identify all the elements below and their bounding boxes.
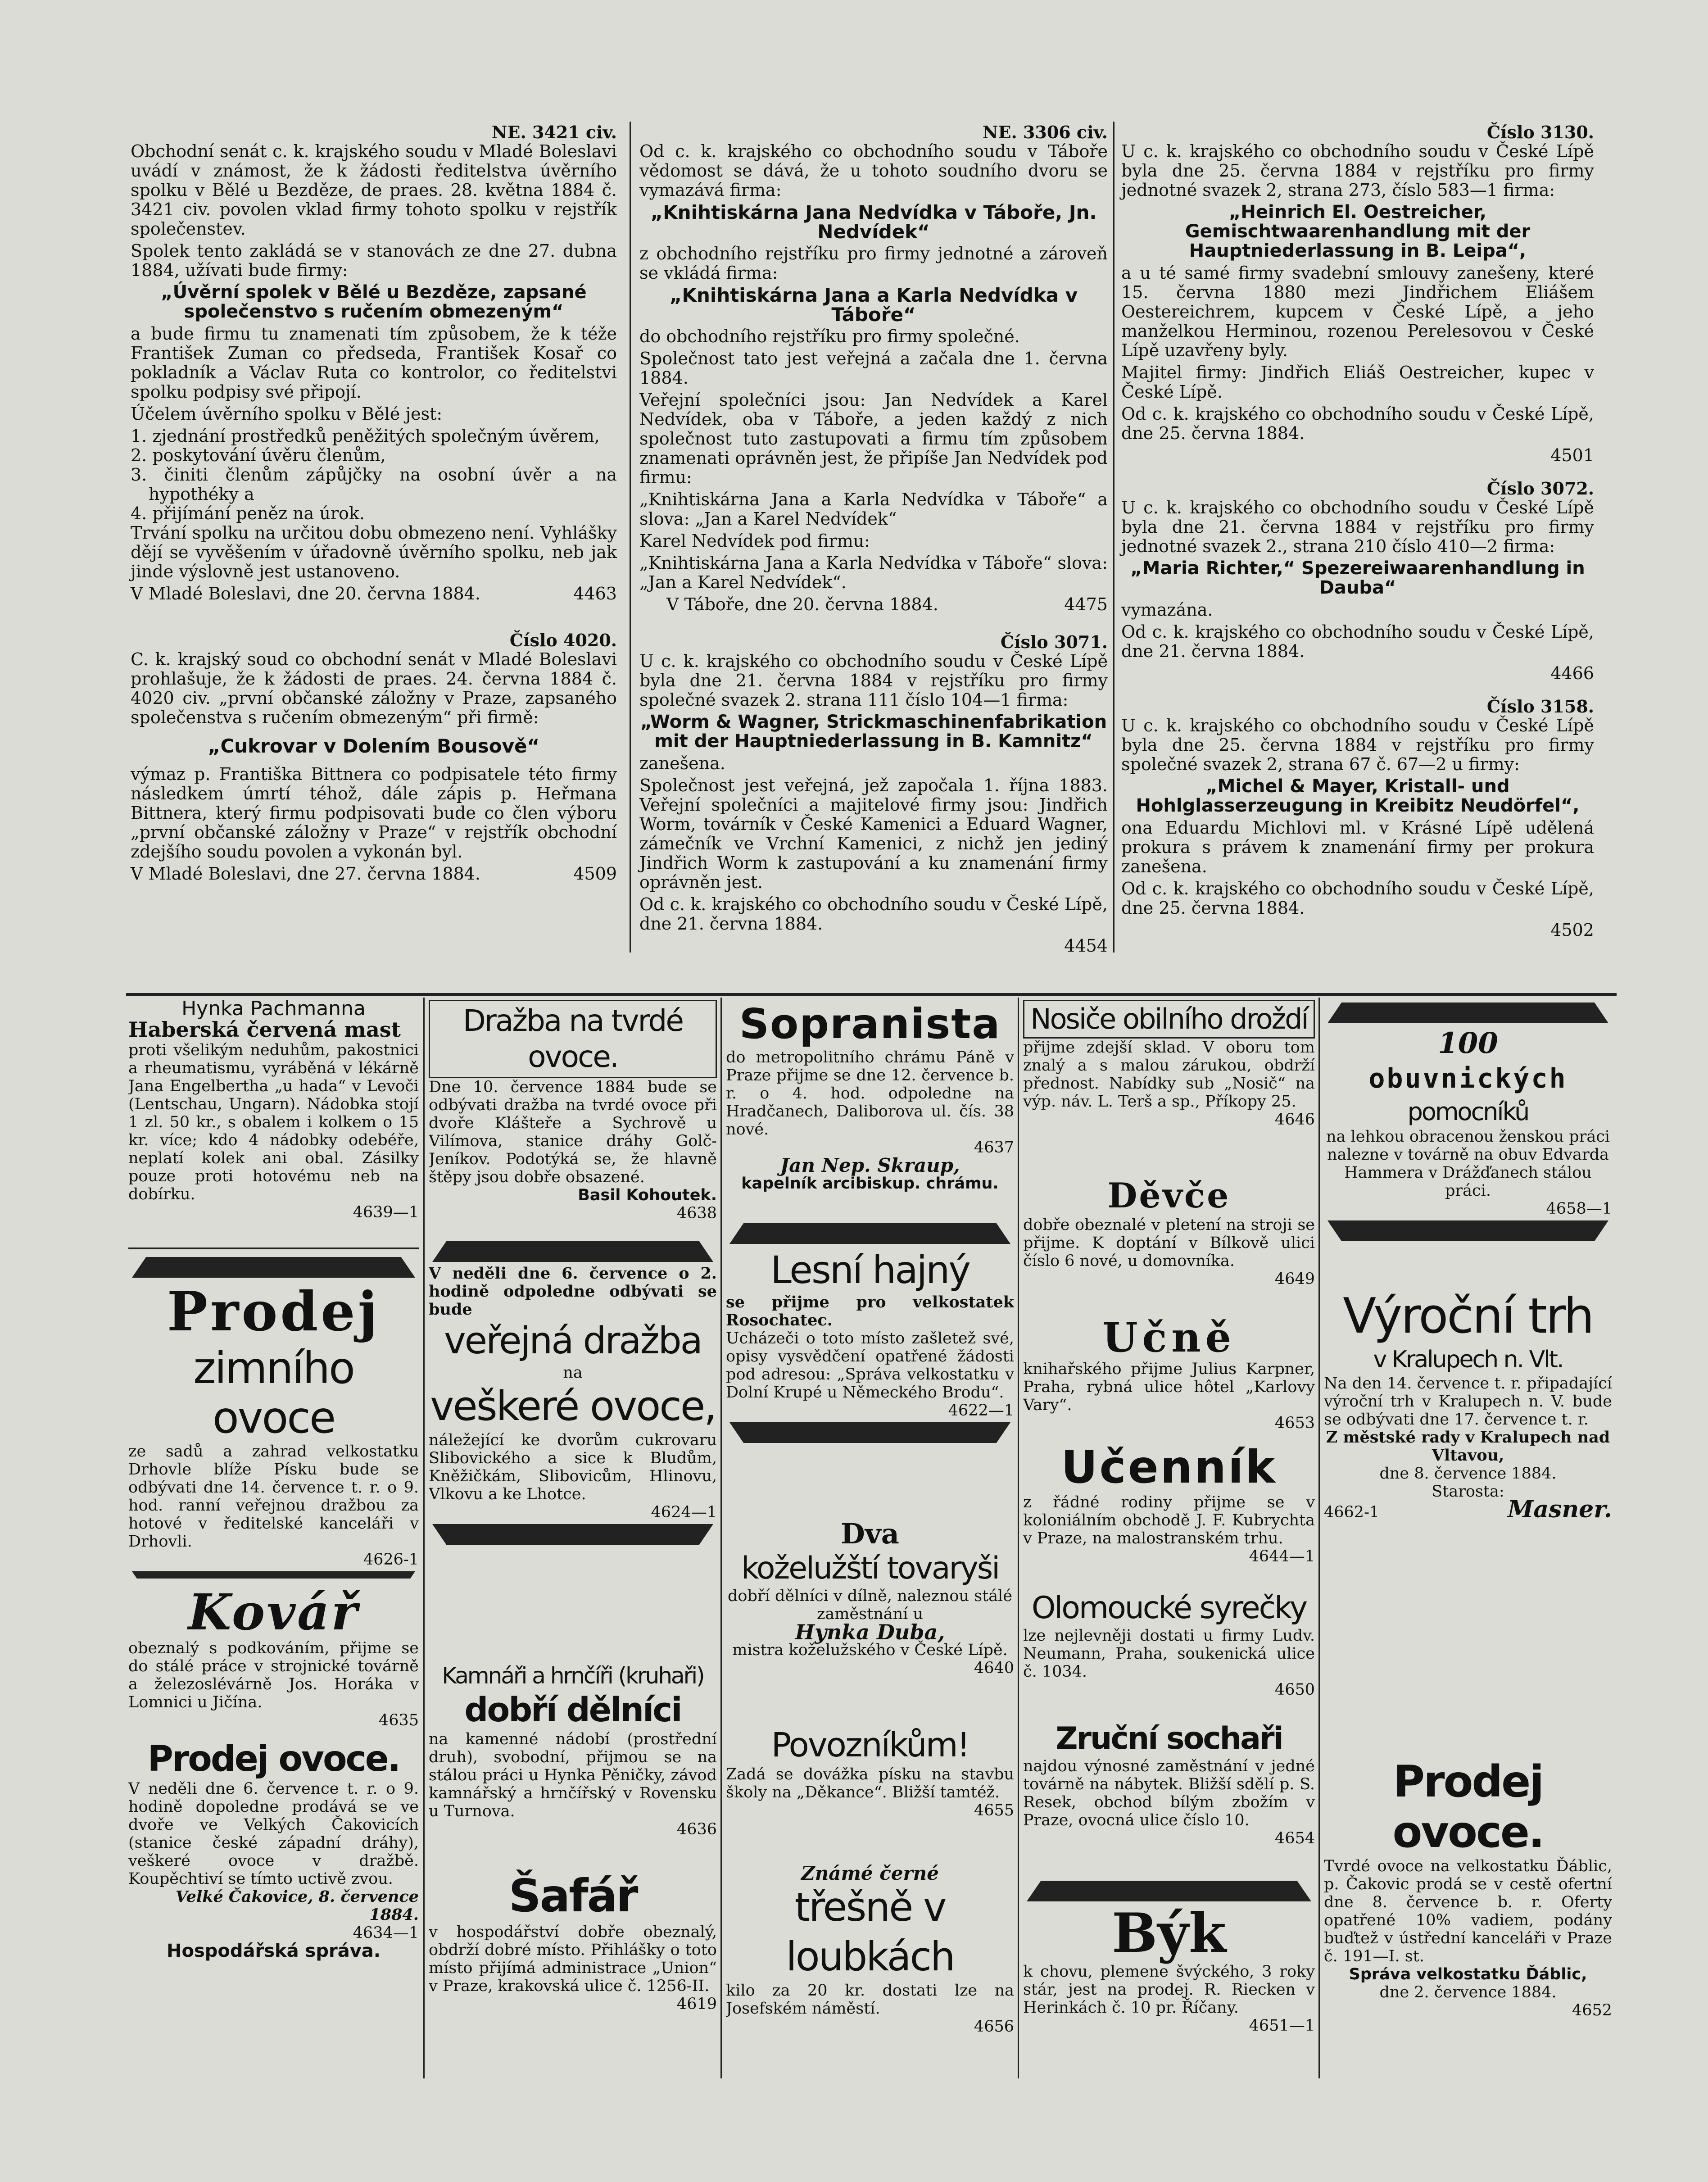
notice-text: Od c. k. krajského co obchodního soudu v Táboře vědomost se dává, že u tohoto soudního dvoru se vymazává firma: — [639, 141, 1108, 200]
ad-headline: Prodej — [167, 1280, 381, 1343]
ad-text: Na den 14. července t. r. připadající výroční trh v Kralupech n. V. bude se odbývati dne 17. července t. r. — [1324, 1375, 1612, 1429]
ad-text: obeznalý s podkováním, přijme se do stálé práce v strojnické továrně a železoslévárně Jos. Horáka v Lomnici u Jičína. — [128, 1639, 419, 1711]
ad-headline: Kovář — [188, 1585, 359, 1641]
ad-sochari — [1023, 1720, 1315, 1874]
ad-divider — [128, 1248, 419, 1249]
notice-text: ona Eduardu Michlovi ml. v Krásné Lípě udělená prokura s právem k znamenání firmy per prokura zanešena. — [1121, 818, 1594, 876]
ad-text: dobře obeznalé v pletení na stroji se přijme. K doptání v Bílkově ulici číslo 6 nové, u domovníka. — [1023, 1216, 1315, 1270]
notice-text: C. k. krajský soud co obchodní senát v Mladé Boleslavi prohlašuje, že k žádosti de praes. 24. června 1884 č. 4020 civ. „první občanské záložny v Praze, zapsaného společenstva s ručením obmezeným“ při firmě: — [131, 649, 617, 727]
ad-text: se přijme pro velkostatek Rosochatec. — [726, 1293, 1014, 1329]
ad-text: na kamenné nádobí (prostřední druh), svobodní, přijmou se na stálou práci u Hynka Pěničky, závod kamnářský a hrnčířský v Rovensku u Turnova. — [429, 1730, 717, 1820]
ad-text: najdou výnosné zaměstnání v jedné továrně na nábytek. Bližší sdělí p. S. Resek, obchod bílým zbožím v Praze, ovocná ulice číslo 10. — [1023, 1757, 1315, 1829]
ad-sign: Hospodářská správa. — [167, 1941, 381, 1961]
notice-text: Od c. k. krajského co obchodního soudu v České Lípě, dne 21. června 1884. — [639, 894, 1108, 934]
ad-headline: veřejná dražba — [444, 1320, 702, 1362]
firm-name: „Worm & Wagner, Strickmaschinenfabrikation mit der Hauptniederlassung in B. Kamnitz“ — [640, 712, 1107, 752]
ad-devce — [1023, 1175, 1315, 1311]
ad-ref: 4622—1 — [948, 1402, 1014, 1420]
ad-headline: Olomoucké syrečky — [1031, 1590, 1307, 1626]
notices-column-2 — [639, 122, 1108, 969]
ad-text: knihařského přijme Julius Karpner, Praha, rybná ulice hôtel „Karlovy Vary“. — [1023, 1360, 1315, 1414]
ad-headline: koželužští tovaryši — [741, 1551, 999, 1586]
ad-nosice-drozdi — [1023, 1000, 1315, 1171]
notice-text: Od c. k. krajského co obchodního soudu v České Lípě, dne 21. června 1884. — [1121, 622, 1594, 661]
ad-ref: 4652 — [1572, 2001, 1612, 2019]
ad-headline-box — [429, 1000, 717, 1078]
ad-ucennik — [1023, 1441, 1315, 1585]
ad-text: mistra koželužského v České Lípě. — [732, 1641, 1008, 1659]
notice-sign: V Táboře, dne 20. června 1884. — [666, 594, 938, 614]
ad-headline: Učenník — [1061, 1441, 1277, 1493]
firm-name: „Cukrovar v Dolením Bousově“ — [208, 735, 540, 757]
notice-3072 — [1121, 479, 1594, 683]
firm-name: „Knihtiskárna Jana a Karla Nedvídka v Táboře“ — [669, 284, 1078, 326]
firm-name: „Michel & Mayer, Kristall- und Hohlglasserzeugung in Kreibitz Neudörfel“, — [1136, 776, 1580, 816]
ad-ref: 4636 — [676, 1820, 717, 1838]
ad-ref: 4626-1 — [363, 1551, 419, 1569]
notices-column-1 — [131, 122, 617, 897]
ad-headline: Haberská červená mast — [128, 1017, 401, 1042]
notice-text: Společnost tato jest veřejná a začala dne 1. června 1884. — [639, 349, 1108, 388]
ad-sign: Správa velkostatku Ďáblic, — [1349, 1965, 1587, 1983]
notice-text: Spolek tento zakládá se v stanovách ze dne 27. dubna 1884, užívati bude firmy: — [131, 241, 617, 280]
ad-headline: Dražba na tvrdé ovoce. — [462, 1003, 683, 1074]
ad-prodej-ovoce-dablice — [1324, 1756, 1612, 2081]
ad-text: dobří dělníci v dílně, naleznou stálé zaměstnání u — [728, 1587, 1012, 1623]
notice-text: U c. k. krajského co obchodního soudu v České Lípě byla dne 25. června 1884 v rejstříku pro firmy jednotné svazek 2, strana 273, číslo 583—1 firma: — [1121, 141, 1594, 200]
ad-headline: Prodej ovoce. — [147, 1739, 400, 1779]
ad-ucne — [1023, 1315, 1315, 1437]
ad-headline: na — [563, 1364, 583, 1382]
ad-column-rule — [1318, 998, 1320, 2078]
ad-text: přijme zdejší sklad. V oboru tom znalý a s malou zárukou, obdrží přednost. Nabídky sub „Nosič“ na výp. náv. L. Terš a sp., Příkopy 25. — [1023, 1039, 1315, 1111]
ad-ref: 4658—1 — [1546, 1200, 1612, 1218]
ornament-bar — [432, 1241, 713, 1262]
ad-column-rule — [1018, 998, 1019, 2078]
list-item: 3. činiti členům zápůjčky na osobní úvěr a na hypothéky a — [131, 465, 617, 504]
ad-text: do metropolitního chrámu Páně v Praze přijme se dne 12. července b. r. o 4. hod. odpoledne na Hradčanech, Daliborova ul. čís. 38 nové. — [726, 1048, 1014, 1139]
ad-headline: Nosiče obilního droždí — [1030, 1003, 1308, 1035]
ad-ref: 4655 — [974, 1801, 1014, 1819]
ad-text: kilo za 20 kr. dostati lze na Josefském náměstí. — [726, 1982, 1014, 2018]
ad-column-rule — [423, 998, 425, 2078]
ad-ref: 4654 — [1274, 1829, 1315, 1847]
ad-headline: Učně — [1102, 1315, 1236, 1361]
ad-headline: pomocníků — [1407, 1098, 1529, 1126]
ad-ref: 4635 — [378, 1711, 419, 1729]
notice-text: Veřejní společníci jsou: Jan Nedvídek a Karel Nedvídek, oba v Táboře, a jeden každý z nich společnost tuto zastupovati a firmu tím způsobem znamenati oprávněn jest, že připíše Jan Nedvídek pod firmu: — [639, 390, 1108, 487]
ad-obuvnicki-pomocnici — [1324, 1000, 1612, 1279]
ad-ref: 4619 — [676, 1995, 717, 2013]
ad-column-rule — [720, 998, 722, 2078]
notice-text: do obchodního rejstříku pro firmy společné. — [639, 327, 1020, 346]
ad-headline: Šafář — [508, 1869, 637, 1922]
ad-headline-box — [1023, 1000, 1315, 1039]
ad-text: na lehkou obracenou ženskou práci nalezne v továrně na obuv Edvarda Hammera v Drážďanech stálou práci. — [1326, 1128, 1610, 1200]
notice-4020 — [131, 631, 617, 884]
ad-kamnari-hrncari — [429, 1662, 717, 1860]
notice-text: a u té samé firmy svadební smlouvy zanešeny, které 15. června 1880 mezi Jindřichem Eliášem Oestereichrem, kupcem v České Lípě, a jeho manželkou Herminou, rozenou Perelesovou v České Lípě uzavřeny byly. — [1121, 263, 1594, 360]
ad-tresne — [726, 1864, 1014, 2081]
notice-number: Číslo 3130. — [1486, 122, 1594, 142]
ornament-bar — [729, 1223, 1010, 1244]
ad-text: náležející ke dvorům cukrovaru Slibovického a sice k Bludům, Kněžičkám, Slibovicům, Hlinovu, Vlkovu a ke Lhotce. — [429, 1431, 717, 1503]
ad-ref: 4644—1 — [1249, 1547, 1315, 1565]
notice-sign: V Mladé Boleslavi, dne 20. června 1884. — [131, 584, 480, 603]
section-divider — [126, 993, 1617, 996]
ad-ref: 4637 — [974, 1139, 1014, 1157]
ad-text: V neděli dne 6. července t. r. o 9. hodině dopoledne prodává se ve dvoře ve Velkých Čakovicích (stanice české západní dráhy), veškeré ovoce v dražbě. Koupěchtiví se tímto uctivě zvou. — [128, 1780, 419, 1888]
ad-ref: 4640 — [974, 1659, 1014, 1677]
ad-ref: 4634—1 — [353, 1924, 419, 1942]
notice-3306 — [639, 122, 1108, 614]
notice-ref: 4454 — [1064, 936, 1108, 956]
notice-number: NE. 3306 civ. — [982, 122, 1108, 142]
ad-byk — [1023, 1878, 1315, 2076]
ad-date: dne 2. července 1884. — [1379, 1983, 1557, 2001]
ad-text: v hospodářství dobře obeznalý, obdrží dobré místo. Přihlášky o toto místo přijímá administrace „Union“ v Praze, krakovská ulice č. 1256-II. — [429, 1923, 717, 1995]
notice-text: U c. k. krajského co obchodního soudu v České Lípě byla dne 21. června 1884 v rejstříku pro firmy společné svazek 2. strana 111 číslo 104—1 firma: — [639, 651, 1108, 710]
ad-ref: 4639—1 — [353, 1203, 419, 1221]
notice-text: Obchodní senát c. k. krajského soudu v Mladé Boleslavi uvádí v známost, že k žádosti ředitelstva úvěrního spolku v Bělé u Bezděze, de praes. 28. května 1884 č. 3421 civ. povolen vklad firmy tohoto spolku v rejstřík společenstev. — [131, 141, 617, 239]
ad-headline: Povozníkům! — [771, 1726, 969, 1765]
ad-safar — [429, 1869, 717, 2076]
ad-text: k chovu, plemene švýckého, 3 roky stár, jest na prodej. R. Riecken v Herinkách č. 10 pr. Říčany. — [1023, 1963, 1315, 2017]
ad-headline: 100 — [1438, 1026, 1498, 1060]
ad-olomoucke-syrecky — [1023, 1590, 1315, 1716]
ornament-bar — [1327, 1003, 1608, 1023]
notice-sign: V Mladé Boleslavi, dne 27. června 1884. — [131, 864, 480, 884]
notices-column-3 — [1121, 122, 1594, 953]
ad-text: ze sadů a zahrad velkostatku Drhovle blíže Písku bude se odbývati dne 14. července t. r. o 9. hod. ranní veřejnou dražbou za hotové v ředitelské kanceláři v Drhovli. — [128, 1443, 419, 1551]
notice-number: Číslo 4020. — [509, 630, 617, 650]
notice-text: Od c. k. krajského co obchodního soudu v České Lípě, dne 25. června 1884. — [1121, 404, 1594, 443]
notice-text: zanešena. — [639, 753, 725, 773]
ad-ref: 4651—1 — [1249, 2017, 1315, 2035]
ad-verejna-drazba — [429, 1238, 717, 1657]
notice-text: vymazána. — [1121, 600, 1213, 620]
notice-text: Karel Nedvídek pod firmu: — [639, 531, 870, 551]
firm-name: „Heinrich El. Oestreicher, Gemischtwaarenhandlung mit der Hauptniederlassung in B. Leipa“, — [1185, 202, 1531, 261]
ad-ref: 4638 — [676, 1204, 717, 1222]
notice-3071 — [639, 632, 1108, 956]
ad-text: proti všelikým neduhům, pakostnici a rheumatismu, vyráběná v lékárně Jana Engelbertha „u hada“ v Levoči (Lentschau, Ungarn). Nádobka stojí 1 zl. 50 kr., s obalem i kolkem o 15 kr. více; kdo 4 nádobky odebéře, neplatí kolek ani obal. Zásilky pouze proti hotovému neb na dobírku. — [128, 1041, 419, 1203]
ad-headline: Býk — [1111, 1901, 1227, 1965]
ad-sopranista — [726, 1000, 1014, 1216]
ad-sign: Velké Čakovice, 8. července 1884. — [175, 1887, 419, 1924]
ad-headline: Výroční trh — [1343, 1288, 1593, 1344]
ad-headline: Lesní hajný — [770, 1248, 970, 1292]
notice-text: Od c. k. krajského co obchodního soudu v České Lípě, dne 25. června 1884. — [1121, 879, 1594, 918]
ad-vyrocni-trh — [1324, 1288, 1612, 1644]
ad-headline: Kamnáři a hrnčíři (kruhaři) — [442, 1663, 704, 1689]
ad-headline: dobří dělníci — [464, 1691, 681, 1729]
ornament-bar — [132, 1571, 415, 1579]
notice-text: U c. k. krajského co obchodního soudu v České Lípě byla dne 21. června 1884 v rejstříku pro firmy jednotné svazek 2., strana 210 číslo 410—2 firma: — [1121, 498, 1594, 556]
ad-kovar — [128, 1585, 419, 1729]
ornament-bar — [1327, 1220, 1608, 1241]
ad-headline: veškeré ovoce, — [430, 1383, 716, 1430]
notice-text: z obchodního rejstříku pro firmy jednotné a zároveň se vkládá firma: — [639, 244, 1108, 283]
ad-headline: Zruční sochaři — [1056, 1721, 1282, 1756]
ad-headline: Hynka Pachmanna — [181, 1000, 366, 1020]
ornament-bar — [729, 1422, 1010, 1443]
ad-headline: Známé černé — [801, 1864, 939, 1884]
ad-headline: třešně v loubkách — [786, 1884, 954, 1980]
notice-text: Majitel firmy: Jindřich Eliáš Oestreicher, kupec v České Lípě. — [1121, 363, 1594, 402]
ad-ref: 4649 — [1274, 1270, 1315, 1288]
ad-sign: Jan Nep. Skraup, — [780, 1154, 960, 1176]
ad-text: Tvrdé ovoce na velkostatku Ďáblic, p. Čakovic prodá se v cestě ofertní dne 8. července b. r. Oferty opatřené 10% vadiem, podány buďtež v ústřední kanceláři v Praze č. 191—I. st. — [1324, 1857, 1612, 1965]
notice-ref: 4502 — [1550, 920, 1594, 940]
notice-3158 — [1121, 697, 1594, 940]
ad-ref: 4650 — [1274, 1681, 1315, 1699]
notice-text: a bude firmu tu znamenati tím způsobem, že k téže František Zuman co předseda, František Kosař co pokladník a Václav Ruta co kontrolor, co ředitelstvi spolku podpisy své připojí. — [131, 324, 617, 402]
ad-headline: Děvče — [1107, 1175, 1231, 1216]
list-item: 1. zjednání prostředků peněžitých společným úvěrem, — [131, 426, 600, 446]
ad-text: z řádné rodiny přijme se v koloniálním obchodě J. F. Kubrychta v Praze, na malostranském trhu. — [1023, 1493, 1315, 1547]
firm-name: „Úvěrní spolek v Bělé u Bezděze, zapsané společenstvo s ručením obmezeným“ — [161, 282, 587, 322]
ad-ref: 4656 — [974, 2018, 1014, 2036]
ad-headline: Prodej ovoce. — [1392, 1756, 1544, 1857]
notice-ref: 4463 — [573, 584, 617, 603]
notice-text: Účelem úvěrního spolku v Bělé jest: — [131, 404, 443, 424]
column-rule — [1113, 122, 1115, 953]
ad-povoznikum — [726, 1725, 1014, 1860]
ad-sign: Masner. — [1507, 1496, 1612, 1523]
notice-ref: 4509 — [573, 864, 617, 884]
ornament-bar — [432, 1524, 713, 1545]
list-item: 4. přijímání peněz na úrok. — [131, 504, 365, 523]
ad-headline: v Kralupech n. Vlt. — [1373, 1346, 1563, 1373]
firm-name: „Maria Richter,“ Spezereiwaarenhandlung in Dauba“ — [1130, 558, 1585, 598]
ad-kozeluzsti-tovarysi — [726, 1518, 1014, 1716]
notice-text: Společnost jest veřejná, jež započala 1. října 1883. Veřejní společníci a majitelové firmy jsou: Jindřich Worm, továrník v České Kamenici a Eduard Wagner, zámečník ve Vrchní Kamenici, z nichž jen jediný Jindřich Worm k zastupování a ku znamenání firmy oprávněn jest. — [639, 776, 1108, 892]
notice-text: Trvání spolku na určitou dobu obmezeno není. Vyhlášky dějí se vyvěšením v úřadovně úvěrního spolku, neb jak jinde výslovně jest ustanoveno. — [131, 523, 617, 581]
list-item: 2. poskytování úvěru členům, — [131, 445, 386, 465]
ad-text: Ucházeči o toto místo zašletež své, opisy vysvědčení opatřené žádosti pod adresou: „Správa velkostatku v Dolní Krupé u Německého Brodu“. — [726, 1329, 1014, 1402]
notice-number: NE. 3421 civ. — [491, 122, 617, 142]
ad-headline: V neděli dne 6. července o 2. hodině odpoledne odbývati se bude — [429, 1264, 717, 1319]
ad-text: Z městské rady v Kralupech nad Vltavou, — [1326, 1428, 1610, 1465]
ad-headline: obuvnických — [1368, 1063, 1568, 1094]
ad-ref: 4624—1 — [651, 1503, 717, 1521]
column-rule — [630, 122, 631, 953]
ad-ref: 4662-1 — [1324, 1503, 1380, 1521]
ad-prodej-zimniho-ovoce — [128, 1254, 419, 1579]
ad-role: Starosta: — [1432, 1483, 1504, 1501]
ad-drazba-tvrde-ovoce — [429, 1000, 717, 1234]
notice-number: Číslo 3072. — [1486, 478, 1594, 499]
ad-date: dne 8. července 1884. — [1379, 1465, 1557, 1483]
ad-headline: Sopranista — [739, 1000, 1001, 1048]
notice-text: U c. k. krajského co obchodního soudu v České Lípě byla dne 25. června 1884 v rejstříku pro firmy společné svazek 2, strana 67 č. 67—2 u firmy: — [1121, 716, 1594, 774]
ornament-bar — [1027, 1881, 1311, 1901]
notice-text: „Knihtiskárna Jana a Karla Nedvídka v Táboře“ slova: „Jan a Karel Nedvídek“. — [639, 553, 1108, 592]
firm-name: „Knihtiskárna Jana Nedvídka v Táboře, Jn. Nedvídek“ — [650, 201, 1097, 243]
ad-headline: zimního ovoce — [193, 1343, 354, 1443]
ad-ref: 4646 — [1274, 1111, 1315, 1129]
ad-headline: Dva — [841, 1518, 899, 1550]
notice-number: Číslo 3071. — [1000, 632, 1108, 652]
ad-text: lze nejlevněji dostati u firmy Ludv. Neumann, Praha, soukenická ulice č. 1034. — [1023, 1627, 1315, 1681]
notice-text: výmaz p. Františka Bittnera co podpisatele této firmy následkem úmrtí téhož, dále zápis p. Heřmana Bittnera, který firmu podpisovati bude co člen výboru „první občanské záložny v Praze“ v rejstřík obchodní zdejšího soudu povolen a vykonán byl. — [131, 764, 617, 862]
notice-3130 — [1121, 122, 1594, 465]
notice-3421 — [131, 122, 617, 603]
notice-ref: 4501 — [1550, 445, 1594, 465]
ad-haberska-mast — [128, 1000, 419, 1243]
notice-number: Číslo 3158. — [1486, 696, 1594, 717]
notice-ref: 4475 — [1064, 594, 1108, 614]
ad-text: Dne 10. července 1884 bude se odbývati dražba na tvrdé ovoce při dvoře Klášteře a Sychrově u Vilímova, stanice dráhy Golč-Jeníkov. Podotýká se, že hlavně štěpy jsou dobře obsazené. — [429, 1078, 717, 1186]
ad-lesni-hajny — [726, 1220, 1014, 1509]
ad-prodej-ovoce-cakovice — [128, 1738, 419, 2081]
ad-text: Zadá se dovážka písku na stavbu školy na „Děkance“. Bližší tamtéž. — [726, 1765, 1014, 1801]
ad-sign: Hynka Duba, — [795, 1620, 945, 1644]
ad-ref: 4653 — [1274, 1414, 1315, 1432]
ornament-bar — [132, 1257, 415, 1278]
notice-ref: 4466 — [1550, 663, 1594, 683]
ad-sign: Basil Kohoutek. — [578, 1186, 717, 1204]
notice-text: „Knihtiskárna Jana a Karla Nedvídka v Táboře“ a slova: „Jan a Karel Nedvídek“ — [639, 490, 1108, 529]
ad-sign: kapelník arcibiskup. chrámu. — [741, 1175, 999, 1193]
